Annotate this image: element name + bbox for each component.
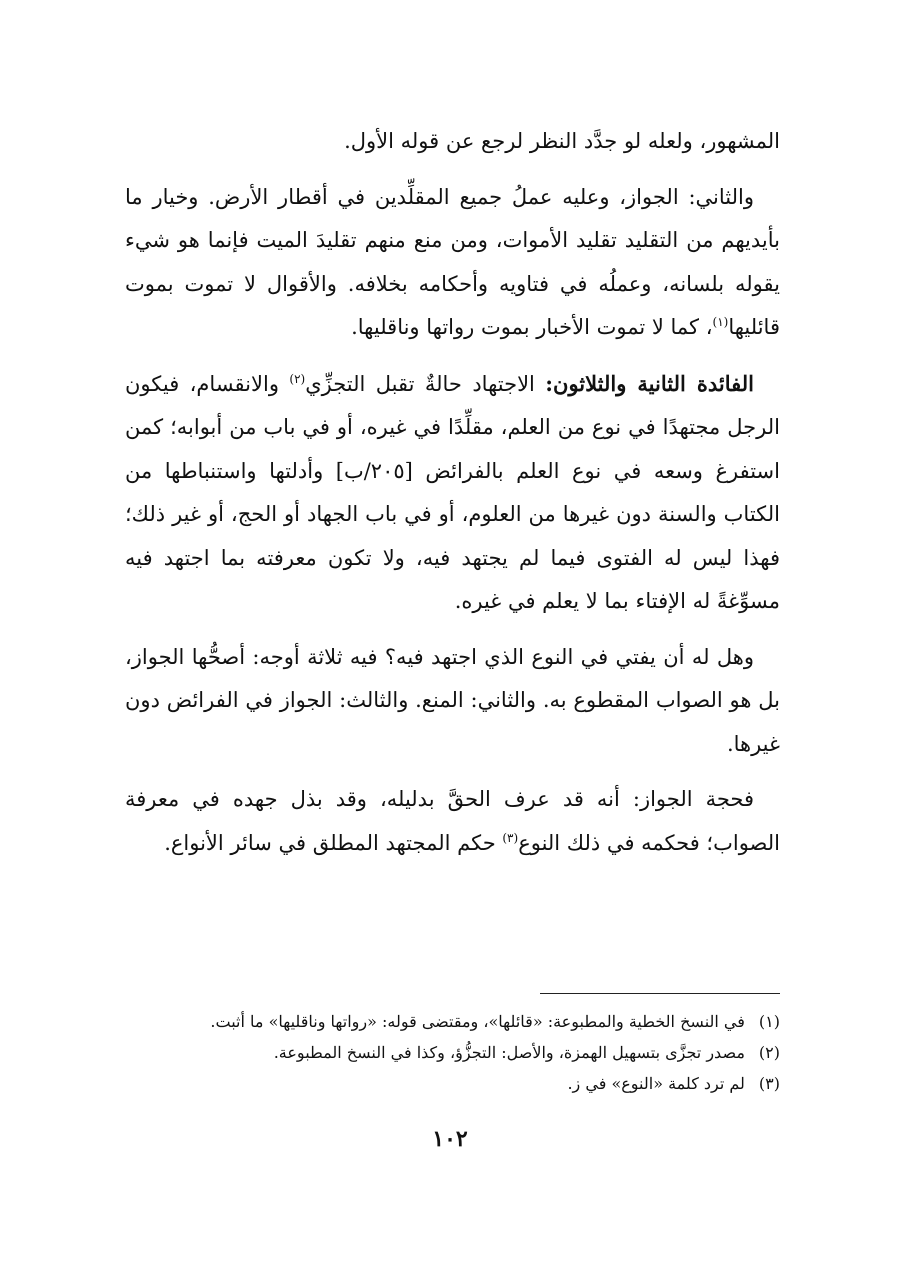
footnote (125, 1068, 780, 1099)
paragraph-text: فحجة الجواز: أنه قد عرف الحقَّ بدليله، وقد بذل جهده في معرفة الصواب؛ فحكمه في ذلك النوع (125, 787, 780, 855)
main-text (125, 120, 780, 877)
paragraph-text: ، كما لا تموت الأخبار بموت رواتها وناقليها. (351, 315, 713, 339)
paragraph-text: الاجتهاد حالةٌ تقبل التجزِّي (305, 371, 546, 396)
page-number: ١٠٢ (432, 1126, 468, 1152)
paragraph-text: وهل له أن يفتي في النوع الذي اجتهد فيه؟ فيه ثلاثة أوجه: أصحُّها الجواز، بل هو الصواب المقطوع به. والثاني: المنع. والثالث: الجواز في الفرائض دون غيرها. (125, 644, 780, 756)
footnote-number: (١) (758, 1012, 780, 1031)
paragraph-text: حكم المجتهد المطلق في سائر الأنواع. (164, 830, 503, 855)
paragraph-text: والثاني: الجواز، وعليه عملُ جميع المقلِّدين في أقطار الأرض. وخيار ما بأيديهم من التقليد تقليد الأموات، ومن منع منهم تقليدَ الميت فإنما هو شيء يقوله بلسانه، وعملُه في فتاويه وأحكامه بخلافه. والأقوال لا تموت بموت قائليها (125, 184, 780, 339)
paragraph (125, 176, 780, 350)
paragraph (125, 778, 780, 865)
footnote (125, 1006, 780, 1037)
footnote-reference: (٣) (502, 830, 519, 845)
footnote (125, 1037, 780, 1068)
paragraph-text: المشهور، ولعله لو جدَّد النظر لرجع عن قوله الأول. (344, 129, 780, 153)
footnote-divider (540, 993, 780, 994)
paragraph (125, 636, 780, 767)
footnote-text: مصدر تجزَّى بتسهيل الهمزة، والأصل: التجزُّؤ، وكذا في النسخ المطبوعة. (273, 1043, 745, 1062)
paragraph (125, 120, 780, 164)
paragraph-heading: الفائدة الثانية والثلاثون: (545, 370, 754, 396)
footnote-number: (٣) (758, 1074, 780, 1093)
footnote-reference: (٢) (289, 371, 306, 386)
footnote-text: لم ترد كلمة «النوع» في ز. (567, 1074, 745, 1093)
footnote-number: (٢) (758, 1043, 780, 1062)
footnote-reference: (١) (712, 315, 729, 329)
paragraph (125, 362, 780, 624)
footnotes (125, 1006, 780, 1099)
paragraph-text: والانقسام، فيكون الرجل مجتهدًا في نوع من العلم، مقلِّدًا في غيره، أو في باب من أبوابه؛ كمن استفرغ وسعه في نوع العلم بالفرائض [٢٠٥/ب] وأدلتها واستنباطها من الكتاب والسنة دون غيرها من العلوم، أو في باب الجهاد أو الحج، أو غير ذلك؛ فهذا ليس له الفتوى فيما لم يجتهد فيه، ولا تكون معرفته بما اجتهد فيه مسوِّغةً له الإفتاء بما لا يعلم في غيره. (125, 371, 780, 613)
footnote-text: في النسخ الخطية والمطبوعة: «قائلها»، ومقتضى قوله: «رواتها وناقليها» ما أثبت. (210, 1012, 745, 1031)
